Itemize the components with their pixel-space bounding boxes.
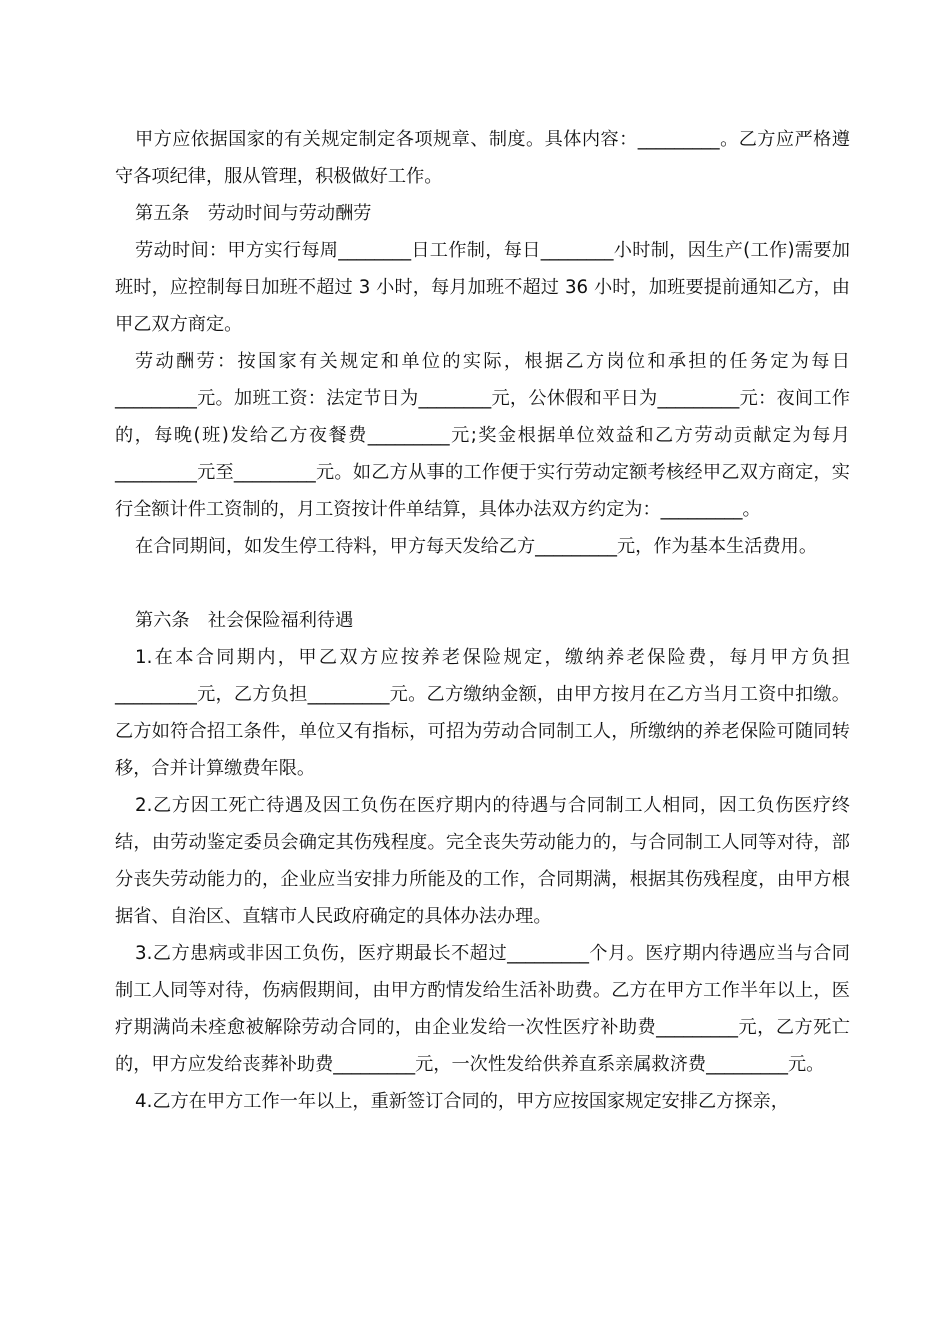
section-gap [115, 565, 850, 602]
article-5-heading: 第五条 劳动时间与劳动酬劳 [135, 203, 372, 224]
stoppage-paragraph: 在合同期间，如发生停工待料，甲方每天发给乙方_________元，作为基本生活费用。 [135, 536, 818, 557]
rules-paragraph: 甲方应依据国家的有关规定制定各项规章、制度。具体内容：_________。乙方应严格遵守各项纪律，服从管理，积极做好工作。 [115, 129, 850, 187]
insurance-item-1: 1.在本合同期内，甲乙双方应按养老保险规定，缴纳养老保险费，每月甲方负担_________元，乙方负担_________元。乙方缴纳金额，由甲方按月在乙方当月工资中扣缴。乙方如符合招工条件，单位又有指标，可招为劳动合同制工人，所缴纳的养老保险可随同转移，合并计算缴费年限。 [115, 647, 850, 779]
insurance-item-3: 3.乙方患病或非因工负伤，医疗期最长不超过_________个月。医疗期内待遇应当与合同制工人同等对待，伤病假期间，由甲方酌情发给生活补助费。乙方在甲方工作半年以上，医疗期满尚未痊愈被解除劳动合同的，由企业发给一次性医疗补助费_________元，乙方死亡的，甲方应发给丧葬补助费_________元，一次性发给供养直系亲属救济费_________元。 [115, 943, 850, 1075]
article-6-heading: 第六条 社会保险福利待遇 [135, 610, 354, 631]
insurance-item-2: 2.乙方因工死亡待遇及因工负伤在医疗期内的待遇与合同制工人相同，因工负伤医疗终结，由劳动鉴定委员会确定其伤残程度。完全丧失劳动能力的，与合同制工人同等对待，部分丧失劳动能力的，企业应当安排力所能及的工作，合同期满，根据其伤残程度，由甲方根据省、自治区、直辖市人民政府确定的具体办法办理。 [115, 795, 850, 927]
insurance-item-4: 4.乙方在甲方工作一年以上，重新签订合同的，甲方应按国家规定安排乙方探亲， [135, 1091, 789, 1112]
contract-body [115, 121, 850, 1120]
remuneration-paragraph: 劳动酬劳：按国家有关规定和单位的实际，根据乙方岗位和承担的任务定为每日_________元。加班工资：法定节日为________元，公休假和平日为_________元：夜间工作的，每晚(班)发给乙方夜餐费_________元;奖金根据单位效益和乙方劳动贡献定为每月_________元至_________元。如乙方从事的工作便于实行劳动定额考核经甲乙双方商定，实行全额计件工资制的，月工资按计件单结算，具体办法双方约定为：_________。 [115, 351, 850, 520]
work-time-paragraph: 劳动时间：甲方实行每周________日工作制，每日________小时制，因生产(工作)需要加班时，应控制每日加班不超过 3 小时，每月加班不超过 36 小时，加班要提前通知乙方，由甲乙双方商定。 [115, 240, 850, 335]
